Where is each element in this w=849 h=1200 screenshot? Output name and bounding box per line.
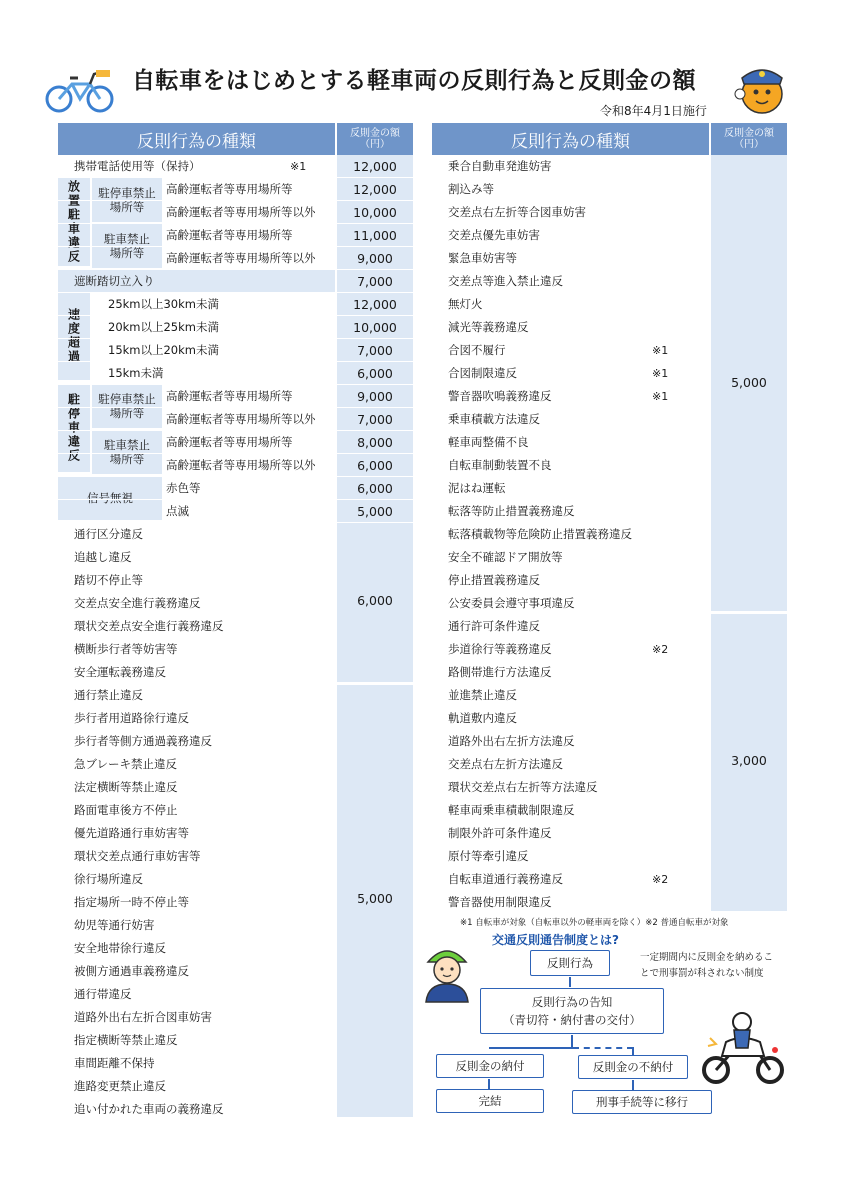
violation-name: 追越し違反 <box>74 550 132 564</box>
system-title: 交通反則通告制度とは? <box>492 933 619 947</box>
left-table-row <box>58 293 335 316</box>
violation-name: 踏切不停止等 <box>74 573 143 587</box>
flow-notice-line1: 反則行為の告知 <box>531 995 613 1009</box>
right-table-row <box>432 845 709 868</box>
right-table-row <box>432 523 709 546</box>
left-table-row <box>58 431 335 454</box>
flow-criminal-box <box>572 1090 712 1114</box>
fee-amount: 10,000 <box>337 316 413 339</box>
left-table-row <box>58 546 335 569</box>
right-table-row <box>432 477 709 500</box>
left-table-row <box>58 523 335 546</box>
right-table-row <box>432 224 709 247</box>
right-table-row <box>432 293 709 316</box>
left-table-row <box>58 1029 335 1052</box>
flow-unpaid-box <box>578 1055 688 1079</box>
violation-name: 幼児等通行妨害 <box>74 918 155 932</box>
violation-name: 公安委員会遵守事項違反 <box>448 596 575 610</box>
violation-name: 高齢運転者等専用場所等 <box>166 182 293 196</box>
flow-unpaid-text: 反則金の不納付 <box>592 1060 674 1074</box>
violation-name: 高齢運転者等専用場所等以外 <box>166 251 316 265</box>
violation-name: 泥はね運転 <box>448 481 506 495</box>
note-mark: ※1 <box>652 367 669 380</box>
left-table-row <box>58 1006 335 1029</box>
flow-paid-text: 反則金の納付 <box>455 1059 525 1073</box>
right-table-row <box>432 408 709 431</box>
left-table-row <box>58 454 335 477</box>
flow-notice-line2: （青切符・納付書の交付） <box>503 1013 641 1027</box>
right-table-row <box>432 661 709 684</box>
violation-name: 安全不確認ドア開放等 <box>448 550 563 564</box>
right-table-row <box>432 546 709 569</box>
violation-name: 徐行場所違反 <box>74 872 143 886</box>
left-table-row <box>58 914 335 937</box>
violation-name: 軌道敷内違反 <box>448 711 517 725</box>
right-table-row <box>432 592 709 615</box>
violation-name: 交差点安全進行義務違反 <box>74 596 201 610</box>
violation-name: 歩道徐行等義務違反 <box>448 642 552 656</box>
note-mark: ※2 <box>652 643 669 656</box>
fee-amount: 6,000 <box>337 477 413 500</box>
left-table-row <box>58 247 335 270</box>
violation-name: 合図不履行 <box>448 343 506 357</box>
violation-name: 原付等牽引違反 <box>448 849 529 863</box>
violation-name: 停止措置義務違反 <box>448 573 540 587</box>
left-table-row <box>58 799 335 822</box>
note-mark: ※2 <box>652 873 669 886</box>
fee-amount: 10,000 <box>337 201 413 224</box>
right-table-row <box>432 155 709 178</box>
left-table-row <box>58 868 335 891</box>
left-table-row <box>58 569 335 592</box>
violation-name: 15km未満 <box>108 366 164 380</box>
right-table-row <box>432 638 709 661</box>
left-header-fee <box>337 123 413 155</box>
violation-name: 赤色等 <box>166 481 201 495</box>
violation-name: 高齢運転者等専用場所等 <box>166 228 293 242</box>
police-mascot-icon <box>732 58 792 116</box>
left-table-row <box>58 155 335 178</box>
right-table-row <box>432 891 709 914</box>
fee-amount: 9,000 <box>337 385 413 408</box>
violation-name: 緊急車妨害等 <box>448 251 517 265</box>
system-note: 一定期間内に反則金を納めることで刑事罰が科されない制度 <box>640 952 774 979</box>
violation-name: 無灯火 <box>448 297 483 311</box>
violation-name: 合図制限違反 <box>448 366 517 380</box>
violation-name: 歩行者等側方通過義務違反 <box>74 734 212 748</box>
left-table-row <box>58 592 335 615</box>
left-table-row <box>58 776 335 799</box>
left-table-row <box>58 822 335 845</box>
right-header-fee <box>711 123 787 155</box>
violation-name: 環状交差点右左折等方法違反 <box>448 780 598 794</box>
footnote: ※1 自転車が対象（自転車以外の軽車両を除く）※2 普通自転車が対象 <box>460 918 729 928</box>
left-header-fee-line1: 反則金の額 <box>350 128 400 139</box>
flow-violation-box <box>530 950 610 976</box>
flow-criminal-text: 刑事手続等に移行 <box>596 1095 688 1109</box>
right-table-row <box>432 316 709 339</box>
left-fee-divider <box>337 682 413 685</box>
left-table-row <box>58 270 335 293</box>
violation-name: 被側方通過車義務違反 <box>74 964 189 978</box>
left-table-row <box>58 615 335 638</box>
left-table-row <box>58 362 335 385</box>
left-header-fee-line2: （円） <box>360 139 390 150</box>
right-table-row <box>432 684 709 707</box>
violation-name: 自転車道通行義務違反 <box>448 872 563 886</box>
label-stop-zone: 駐停車禁止 場所等 <box>98 392 156 420</box>
flow-arrow-2 <box>488 1079 490 1089</box>
note-mark: ※1 <box>290 160 307 173</box>
violation-name: 点滅 <box>166 504 189 518</box>
left-table-row <box>58 477 335 500</box>
fee-amount: 5,000 <box>337 500 413 523</box>
violation-name: 転落等防止措置義務違反 <box>448 504 575 518</box>
flow-done-text: 完結 <box>478 1094 502 1108</box>
left-table-row <box>58 730 335 753</box>
motorcycle-officer-icon <box>702 1012 784 1086</box>
violation-name: 安全地帯徐行違反 <box>74 941 166 955</box>
left-table-row <box>58 178 335 201</box>
right-table-row <box>432 776 709 799</box>
right-table-row <box>432 799 709 822</box>
left-table-row <box>58 316 335 339</box>
left-merged-fee-6000: 6,000 <box>357 593 393 608</box>
violation-name: 追い付かれた車両の義務違反 <box>74 1102 224 1116</box>
right-header-type <box>432 123 709 155</box>
right-merged-fee-5000: 5,000 <box>731 375 767 390</box>
right-header-fee-line2: （円） <box>734 139 764 150</box>
left-table-row <box>58 408 335 431</box>
flow-branch-left <box>489 1047 573 1049</box>
violation-name: 並進禁止違反 <box>448 688 517 702</box>
violation-name: 進路変更禁止違反 <box>74 1079 166 1093</box>
right-table-row <box>432 753 709 776</box>
left-table-row <box>58 385 335 408</box>
left-table-row <box>58 983 335 1006</box>
right-merged-fee-3000: 3,000 <box>731 753 767 768</box>
left-table-row <box>58 753 335 776</box>
violation-name: 車間距離不保持 <box>74 1056 155 1070</box>
violation-name: 転落積載物等危険防止措置義務違反 <box>448 527 632 541</box>
page-title: 自転車をはじめとする軽車両の反則行為と反則金の額 <box>132 68 696 94</box>
left-table-row <box>58 661 335 684</box>
violation-name: 軽車両整備不良 <box>448 435 529 449</box>
left-table-row <box>58 684 335 707</box>
violation-name: 法定横断等禁止違反 <box>74 780 178 794</box>
flow-branch <box>571 1035 573 1047</box>
left-table-row <box>58 224 335 247</box>
right-table-row <box>432 201 709 224</box>
violation-name: 環状交差点通行車妨害等 <box>74 849 201 863</box>
violation-name: 携帯電話使用等（保持） <box>74 159 201 173</box>
label-no-parking-stop-zone: 駐停車禁止 場所等 <box>98 186 156 214</box>
violation-name: 道路外出右左折合図車妨害 <box>74 1010 212 1024</box>
right-table-row <box>432 454 709 477</box>
violation-name: 指定横断等禁止違反 <box>74 1033 178 1047</box>
violation-name: 25km以上30km未満 <box>108 297 219 311</box>
violation-name: 15km以上20km未満 <box>108 343 219 357</box>
left-table-row <box>58 845 335 868</box>
violation-name: 道路外出右左折方法違反 <box>448 734 575 748</box>
violation-name: 割込み等 <box>448 182 494 196</box>
right-table-row <box>432 270 709 293</box>
violation-name: 環状交差点安全進行義務違反 <box>74 619 224 633</box>
left-header-type-text: 反則行為の種類 <box>137 131 256 152</box>
violation-name: 高齢運転者等専用場所等以外 <box>166 412 316 426</box>
violation-name: 乗合自動車発進妨害 <box>448 159 552 173</box>
violation-name: 横断歩行者等妨害等 <box>74 642 178 656</box>
violation-name: 安全運転義務違反 <box>74 665 166 679</box>
fee-amount: 7,000 <box>337 339 413 362</box>
fee-amount: 12,000 <box>337 178 413 201</box>
left-table-row <box>58 500 335 523</box>
violation-name: 交差点優先車妨害 <box>448 228 540 242</box>
label-stop-zone-2: 駐車禁止 場所等 <box>104 438 150 466</box>
flow-arrow-1 <box>569 977 571 987</box>
right-table-row <box>432 385 709 408</box>
officer-icon <box>418 940 476 1004</box>
right-table-row <box>432 178 709 201</box>
fee-amount: 6,000 <box>337 362 413 385</box>
violation-name: 高齢運転者等専用場所等 <box>166 435 293 449</box>
fee-amount: 6,000 <box>337 454 413 477</box>
fee-amount: 11,000 <box>337 224 413 247</box>
violation-name: 交差点右左折等合図車妨害 <box>448 205 586 219</box>
flow-arrow-3 <box>632 1080 634 1090</box>
right-table-row <box>432 615 709 638</box>
left-table-row <box>58 638 335 661</box>
violation-name: 路面電車後方不停止 <box>74 803 178 817</box>
violation-name: 警音器吹鳴義務違反 <box>448 389 552 403</box>
note-mark: ※1 <box>652 390 669 403</box>
violation-name: 乗車積載方法違反 <box>448 412 540 426</box>
left-header-type <box>58 123 335 155</box>
violation-name: 高齢運転者等専用場所等以外 <box>166 458 316 472</box>
left-table-row <box>58 891 335 914</box>
violation-name: 20km以上25km未満 <box>108 320 219 334</box>
fee-amount: 12,000 <box>337 293 413 316</box>
right-table-row <box>432 868 709 891</box>
right-table-row <box>432 339 709 362</box>
left-table-row <box>58 1075 335 1098</box>
violation-name: 優先道路通行車妨害等 <box>74 826 189 840</box>
flow-done-box <box>436 1089 544 1113</box>
group-label-stopping: 駐停車違反 <box>58 384 90 472</box>
violation-name: 路側帯進行方法違反 <box>448 665 552 679</box>
fee-amount: 7,000 <box>337 408 413 431</box>
violation-name: 高齢運転者等専用場所等以外 <box>166 205 316 219</box>
left-table-row <box>58 1098 335 1121</box>
violation-name: 通行帯違反 <box>74 987 132 1001</box>
fee-amount: 9,000 <box>337 247 413 270</box>
right-table-row <box>432 431 709 454</box>
left-table-row <box>58 339 335 362</box>
violation-name: 歩行者用道路徐行違反 <box>74 711 189 725</box>
label-signal: 信号無視 <box>87 491 133 505</box>
right-fee-column <box>711 155 787 911</box>
right-table-row <box>432 730 709 753</box>
right-header-fee-line1: 反則金の額 <box>724 128 774 139</box>
violation-name: 減光等義務違反 <box>448 320 529 334</box>
left-table-row <box>58 201 335 224</box>
right-fee-divider <box>711 611 787 614</box>
left-table-row <box>58 1052 335 1075</box>
right-table-row <box>432 569 709 592</box>
violation-name: 指定場所一時不停止等 <box>74 895 189 909</box>
right-header-type-text: 反則行為の種類 <box>511 131 630 152</box>
right-table-row <box>432 500 709 523</box>
flow-paid-box <box>436 1054 544 1078</box>
violation-name: 交差点等進入禁止違反 <box>448 274 563 288</box>
left-table-row <box>58 960 335 983</box>
note-mark: ※1 <box>652 344 669 357</box>
right-table-row <box>432 707 709 730</box>
violation-name: 急ブレーキ禁止違反 <box>74 757 178 771</box>
violation-name: 高齢運転者等専用場所等 <box>166 389 293 403</box>
fee-amount: 7,000 <box>337 270 413 293</box>
violation-name: 通行区分違反 <box>74 527 143 541</box>
flow-branch-right-down <box>632 1047 634 1055</box>
violation-name: 通行許可条件違反 <box>448 619 540 633</box>
effective-date: 令和8年4月1日施行 <box>600 104 707 118</box>
violation-name: 警音器使用制限違反 <box>448 895 552 909</box>
flow-violation-text: 反則行為 <box>547 956 593 970</box>
left-table-row <box>58 937 335 960</box>
flow-notice-box <box>480 988 664 1034</box>
violation-name: 軽車両乗車積載制限違反 <box>448 803 575 817</box>
left-table-row <box>58 707 335 730</box>
violation-name: 制限外許可条件違反 <box>448 826 552 840</box>
flow-branch-right <box>573 1047 633 1049</box>
fee-amount: 8,000 <box>337 431 413 454</box>
fee-amount: 12,000 <box>337 155 413 178</box>
right-table-row <box>432 247 709 270</box>
violation-name: 自転車制動装置不良 <box>448 458 552 472</box>
bicycle-icon <box>42 66 118 114</box>
right-table-row <box>432 822 709 845</box>
violation-name: 遮断踏切立入り <box>74 274 155 288</box>
label-no-parking-zone: 駐車禁止 場所等 <box>104 232 150 260</box>
right-table-row <box>432 362 709 385</box>
violation-name: 通行禁止違反 <box>74 688 143 702</box>
group-label-parking: 放置駐車違反 <box>58 178 90 266</box>
group-label-speed: 速度超過 <box>58 292 90 380</box>
left-merged-fee-5000: 5,000 <box>357 891 393 906</box>
violation-name: 交差点右左折方法違反 <box>448 757 563 771</box>
